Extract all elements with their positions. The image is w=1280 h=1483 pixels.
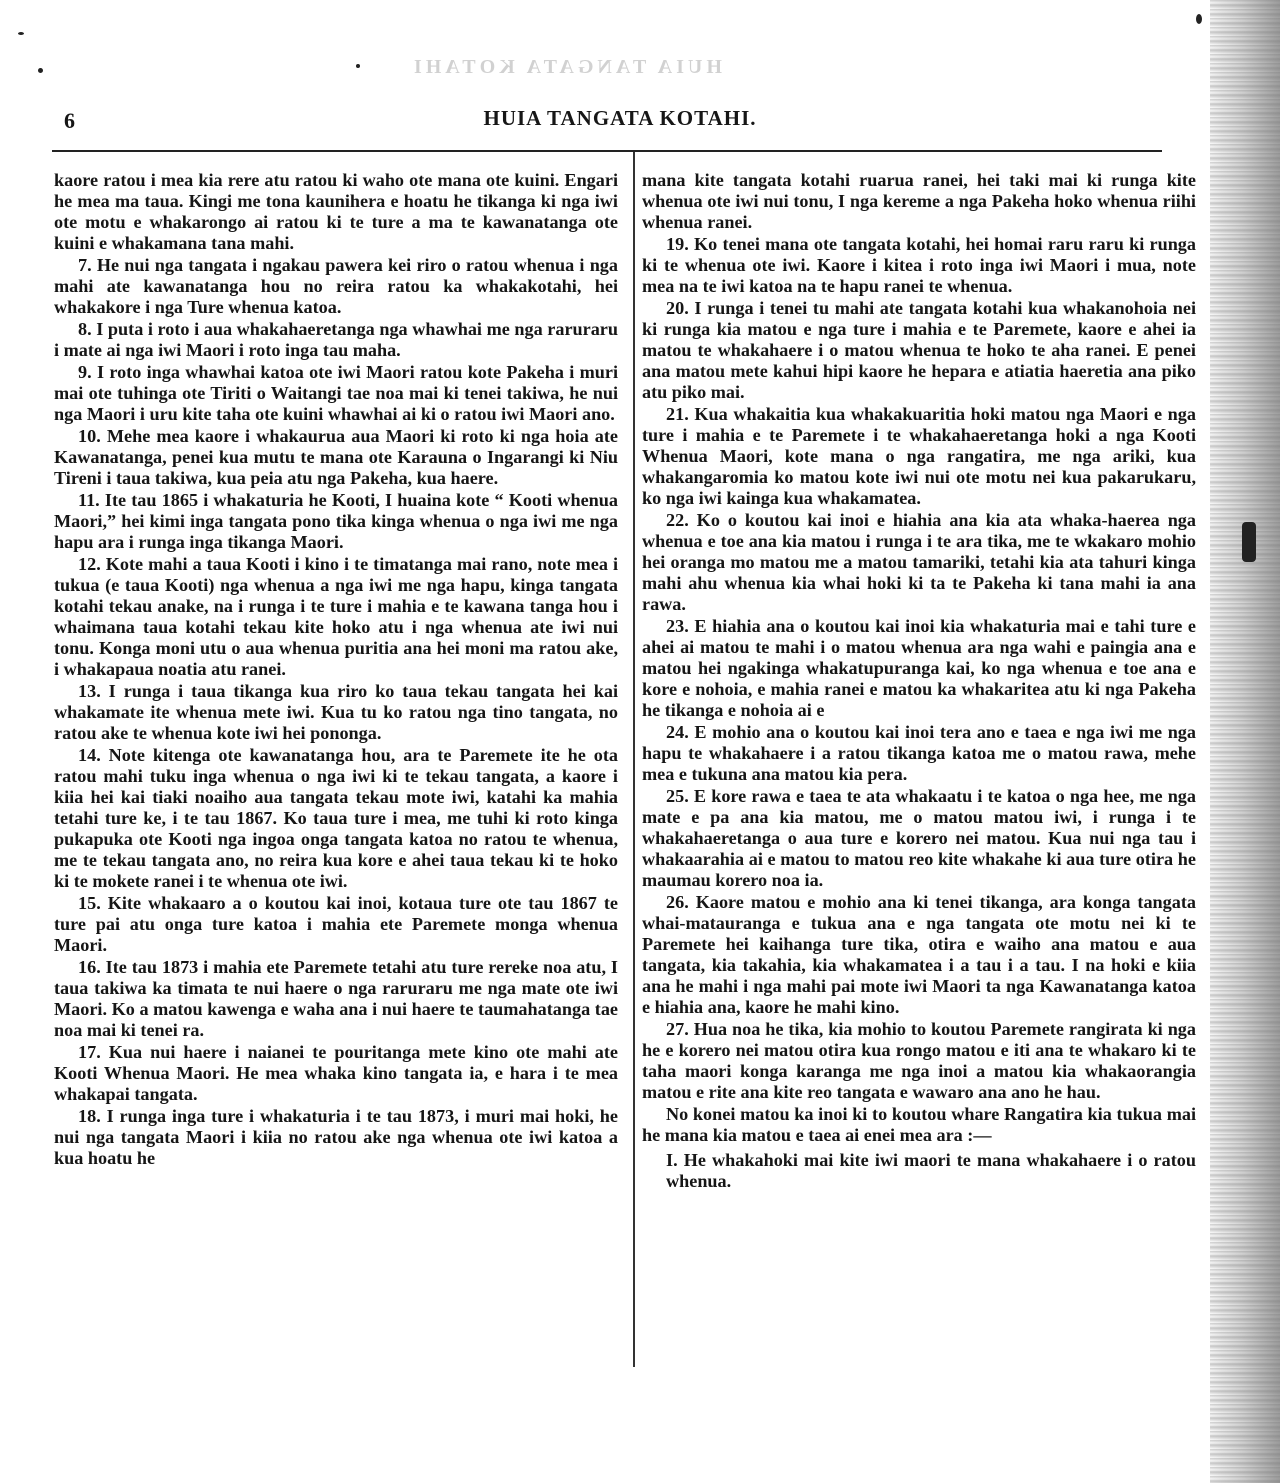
paragraph-23: 23. E hiahia ana o koutou kai inoi kia whakaturia mai e tahi ture e ahei ai matou te mahi i o matou whenua ara nga wahi e paingia ana e matou hei ngakinga whakatupuranga kai, ko nga whenua e toe ana e kore e nohoia, e mahia ranei e matou ka whakaritea atu ki nga Pakeha he tikanga e nohoia ai e [642,616,1196,720]
paragraph-27: 27. Hua noa he tika, kia mohio to koutou Paremete rangirata ki nga he e korero nei matou otira kua rongo matou e iti ana te whakaro ki te taha maori konga karanga me nga inoi a matou kia whakaorangia matou e rite ana kite reo tangata e wawaro ana ano he hau. [642,1019,1196,1102]
paragraph-7: 7. He nui nga tangata i ngakau pawera kei riro o ratou whenua i nga mahi ate kawanatanga hou no reira ratou ka whakakotahi, hei whakakore i nga Ture whenua katoa. [54,255,618,317]
paragraph-18: 18. I runga inga ture i whakaturia i te tau 1873, i muri mai hoki, he nui nga tangata Maori i kiia no ratou ake nga whenua ote iwi katoa a kua hoatu he [54,1106,618,1168]
paragraph-15: 15. Kite whakaaro a o koutou kai inoi, kotaua ture ote tau 1867 te ture pai atu onga ture katoa i mahia ete Paremete monga whenua Maori. [54,893,618,955]
paragraph-13: 13. I runga i taua tikanga kua riro ko taua tekau tangata hei kai whakamate ite whenua mete iwi. Kua tu ko ratou nga tino tangata, no ratou ake te whenua kote iwi hei pononga. [54,681,618,743]
scan-speck [38,68,43,73]
scan-speck [18,32,24,35]
paragraph-16: 16. Ite tau 1873 i mahia ete Paremete tetahi atu ture rereke noa atu, I taua takiwa ka timata te nui haere o nga raruraru me nga mate ote iwi Maori. Ko a matou kawenga e waha ana i nui haere te taumahatanga tae noa mai ki tenei ra. [54,957,618,1040]
paragraph-20: 20. I runga i tenei tu mahi ate tangata kotahi kua whakanohoia nei ki runga kia matou e nga ture i mahia e te Paremete, kaore e ahei ia matou te whakahaere i o matou whenua te hoko te aha ranei. E penei ana matou mete kahui hipi kaore he hepara e atiatia haeretia ana piko atu piko mai. [642,298,1196,402]
paragraph-25: 25. E kore rawa e taea te ata whakaatu i te katoa o nga hee, me nga mate e pa ana kia matou, me o matou matou iwi, i runga i te whakahaeretanga o aua ture e korero nei matou. Kua nui nga tau i whakaarahia ai e matou to matou reo kite whakahe ki aua ture otira he maumau korero noa ia. [642,786,1196,890]
page-title: HUIA TANGATA KOTAHI. [483,106,757,130]
paragraph-petition: No konei matou ka inoi ki to koutou whare Rangatira kia tukua mai he mana kia matou e taea ai enei mea ara :— [642,1104,1196,1145]
paragraph-8: 8. I puta i roto i aua whakahaeretanga nga whawhai me nga raruraru i mate ai nga iwi Maori i roto inga tau maha. [54,319,618,360]
paragraph-22: 22. Ko o koutou kai inoi e hiahia ana kia ata whaka-haerea nga whenua e toe ana kia matou i runga i te ara tika, me te wkakaro mohio hei oranga mo matou me a matou tamariki, tetahi kia ata tahuri kinga mahi ahu whenua kia whai hoki ki ta te Pakeha ki tana mahi ia ana rawa. [642,510,1196,614]
scan-speck [1242,522,1256,562]
paragraph-21: 21. Kua whakaitia kua whakakuaritia hoki matou nga Maori e nga ture i mahia e te Paremete i te whakahaeretanga hoki a nga Kooti Whenua Maori, kote mana o nga rangatira, me nga ariki, kua whakangaromia ko matou kote iwi nui ote motu nei kua pakarukaru, ko nga iwi kainga kua whakamatea. [642,404,1196,508]
paragraph-18-continued: mana kite tangata kotahi ruarua ranei, hei taki mai ki runga kite whenua ote iwi nui tonu, I nga kereme a nga Pakeha hoko whenua riihi whenua ranei. [642,170,1196,232]
paragraph-10: 10. Mehe mea kaore i whakaurua aua Maori ki roto ki nga hoia ate Kawanatanga, penei kua mutu te mana ote Karauna o Ingarangi ki Niu Tireni i taua takiwa, kua peia atu nga Pakeha, kua haere. [54,426,618,488]
left-column [54,170,618,1170]
paragraph-continued: kaore ratou i mea kia rere atu ratou ki waho ote mana ote kuini. Engari he mea ma taua. Kingi me tona kaunihera e hoatu he tikanga ki nga iwi ote motu e whakarongo ai ratou ki te ture a ma te kawanatanga ote kuini e whakamana tana mahi. [54,170,618,253]
paragraph-9: 9. I roto inga whawhai katoa ote iwi Maori ratou kote Pakeha i muri mai ote tuhinga ote Tiriti o Waitangi tae noa mai ki tenei takiwa, he nui nga Maori i uru kite taha ote kuini whawhai ai ki o ratou iwi Maori ano. [54,362,618,424]
scan-speck [356,64,360,68]
scan-edge-shadow [1210,0,1280,1483]
paragraph-11: 11. Ite tau 1865 i whakaturia he Kooti, I huaina kote “ Kooti whenua Maori,” hei kimi inga tangata pono tika kinga whenua o nga iwi me nga hapu ara i runga inga tikanga Maori. [54,490,618,552]
paragraph-24: 24. E mohio ana o koutou kai inoi tera ano e taea e nga iwi me nga hapu te whakahaere i a ratou tikanga katoa me o matou rawa, mehe mea e tukuna ana matou kia pera. [642,722,1196,784]
paragraph-26: 26. Kaore matou e mohio ana ki tenei tikanga, ara konga tangata whai-matauranga e tukua ana e nga tangata ote motu nei ki te Paremete hei kaihanga ture tika, otira e waiho ana matou e aua tangata, kia takahia, kia whakamatea i a tau i a tau. I na hoki e kiia ana he mahi i nga mahi pai mote iwi Maori ta nga Kawanatanga katoa e hiahia ana, kaore he mahi kino. [642,892,1196,1017]
header-rule [52,150,1162,152]
paragraph-14: 14. Note kitenga ote kawanatanga hou, ara te Paremete ite he ota ratou mahi tuku inga whenua o nga iwi ki te tekau tangata, a kaore i kiia hei kai tiaki noaiho aua tangata tekau mote iwi, katahi ka mahia tetahi ture ke, i te tau 1867. Ko taua ture i mea, me tuhi ki roto kinga pukapuka ote Kooti nga ingoa onga tangata katoa no ratou te whenua, me te tekau tangata ano, no reira kua kore e ahei taua tekau ki te hoko ki te mokete ranei i te whenua ote iwi. [54,745,618,891]
scan-speck [1196,14,1202,24]
request-item-1: I. He whakahoki mai kite iwi maori te mana whakahaere i o ratou whenua. [666,1150,1196,1191]
column-divider [633,152,635,1367]
right-column [642,170,1196,1193]
paragraph-19: 19. Ko tenei mana ote tangata kotahi, hei homai raru raru ki runga ki te whenua ote iwi. Kaore i kitea i roto inga iwi Maori i mua, note mea na te iwi katoa na te hapu ranei te whenua. [642,234,1196,296]
page-number: 6 [64,108,75,133]
paragraph-17: 17. Kua nui haere i naianei te pouritanga mete kino ote mahi ate Kooti Whenua Maori. He mea whaka kino tangata ia, e hara i te mea whakapai tangata. [54,1042,618,1104]
bleed-through-header: HUIA TANGATA KOTAHI [410,56,722,78]
paragraph-12: 12. Kote mahi a taua Kooti i kino i te timatanga mai rano, note mea i tukua (e taua Kooti) nga whenua a nga iwi me nga hapu, kinga tangata kotahi tekau anake, na i runga i te ture i mahia e te kawana tanga hou i whaimana taua kotahi tekau kite hoko atu i nga whenua ate iwi nui tonu. Konga moni utu o aua whenua puritia ana hei moni ma ratou ake, i whakapaua noatia atu ranei. [54,554,618,679]
